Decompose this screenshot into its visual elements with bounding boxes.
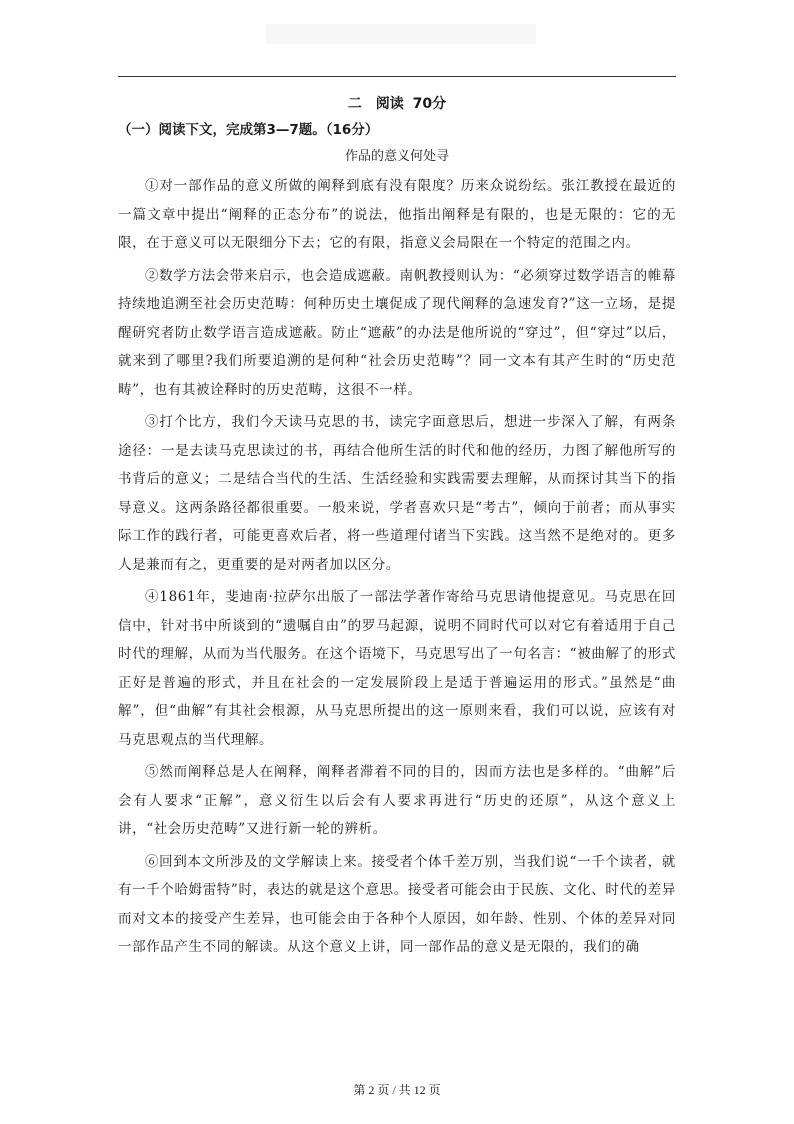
question-intro: （一）阅读下文，完成第3—7题。（16分） [118,122,379,138]
page-number-footer: 第 2 页 / 共 12 页 [353,1083,441,1097]
section-title: 二 阅读 70分 [347,96,447,112]
paragraph-4: ④1861年，斐迪南·拉萨尔出版了一部法学著作寄给马克思请他提意见。马克思在回信中，针对书中所谈到的“遗嘱自由”的罗马起源，说明不同时代可以对它有着适用于自己时代的理解，从而为当代服务。在这个语境下，马克思写出了一句名言：“被曲解了的形式正好是普遍的形式，并且在社会的一定发展阶段上是适于普遍运用的形式。”虽然是“曲解”，但“曲解”有其社会根源，从马克思所提出的这一原则来看，我们可以说，应该有对马克思观点的当代理解。 [118,589,676,748]
header-rule [118,76,676,77]
paragraph-3: ③打个比方，我们今天读马克思的书，读完字面意思后，想进一步深入了解，有两条途径：一是去读马克思读过的书，再结合他所生活的时代和他的经历，力图了解他所写的书背后的意义；二是结合当代的生活、生活经验和实践需要去理解，从而探讨其当下的指导意义。这两条路径都很重要。一般来说，学者喜欢只是“考古”，倾向于前者；而从事实际工作的践行者，可能更喜欢后者，将一些道理付诸当下实践。这当然不是绝对的。更多人是兼而有之，更重要的是对两者加以区分。 [118,414,676,573]
paragraph-2: ②数学方法会带来启示，也会造成遮蔽。南帆教授则认为：“必须穿过数学语言的帷幕持续地追溯至社会历史范畴：何种历史土壤促成了现代阐释的急速发育?”这一立场，是提醒研究者防止数学语言造成遮蔽。防止“遮蔽”的办法是他所说的“穿过”，但“穿过”以后，就来到了哪里?我们所要追溯的是何种“社会历史范畴”？同一文本有其产生时的“历史范畴”，也有其被诠释时的历史范畴，这很不一样。 [118,267,676,398]
paragraph-6: ⑥回到本文所涉及的文学解读上来。接受者个体千差万别，当我们说“一千个读者，就有一千个哈姆雷特”时，表达的就是这个意思。接受者可能会由于民族、文化、时代的差异而对文本的接受产生差异，也可能会由于各种个人原因，如年龄、性别、个体的差异对同一部作品产生不同的解读。从这个意义上讲，同一部作品的意义是无限的，我们的确 [118,853,676,955]
paragraph-5: ⑤然而阐释总是人在阐释，阐释者滞着不同的目的，因而方法也是多样的。“曲解”后会有人要求“正解”，意义衍生以后会有人要求再进行“历史的还原”，从这个意义上讲，“社会历史范畴”又进行新一轮的辨析。 [118,764,676,837]
page-content [118,92,676,966]
header-band [266,24,536,44]
article-title: 作品的意义何处寻 [344,149,449,164]
paragraph-1: ①对一部作品的意义所做的阐释到底有没有限度？历来众说纷纭。张江教授在最近的一篇文章中提出“阐释的正态分布”的说法，他指出阐释是有限的，也是无限的：它的无限，在于意义可以无限细分下去；它的有限，指意义会局限在一个特定的范围之内。 [118,178,676,251]
